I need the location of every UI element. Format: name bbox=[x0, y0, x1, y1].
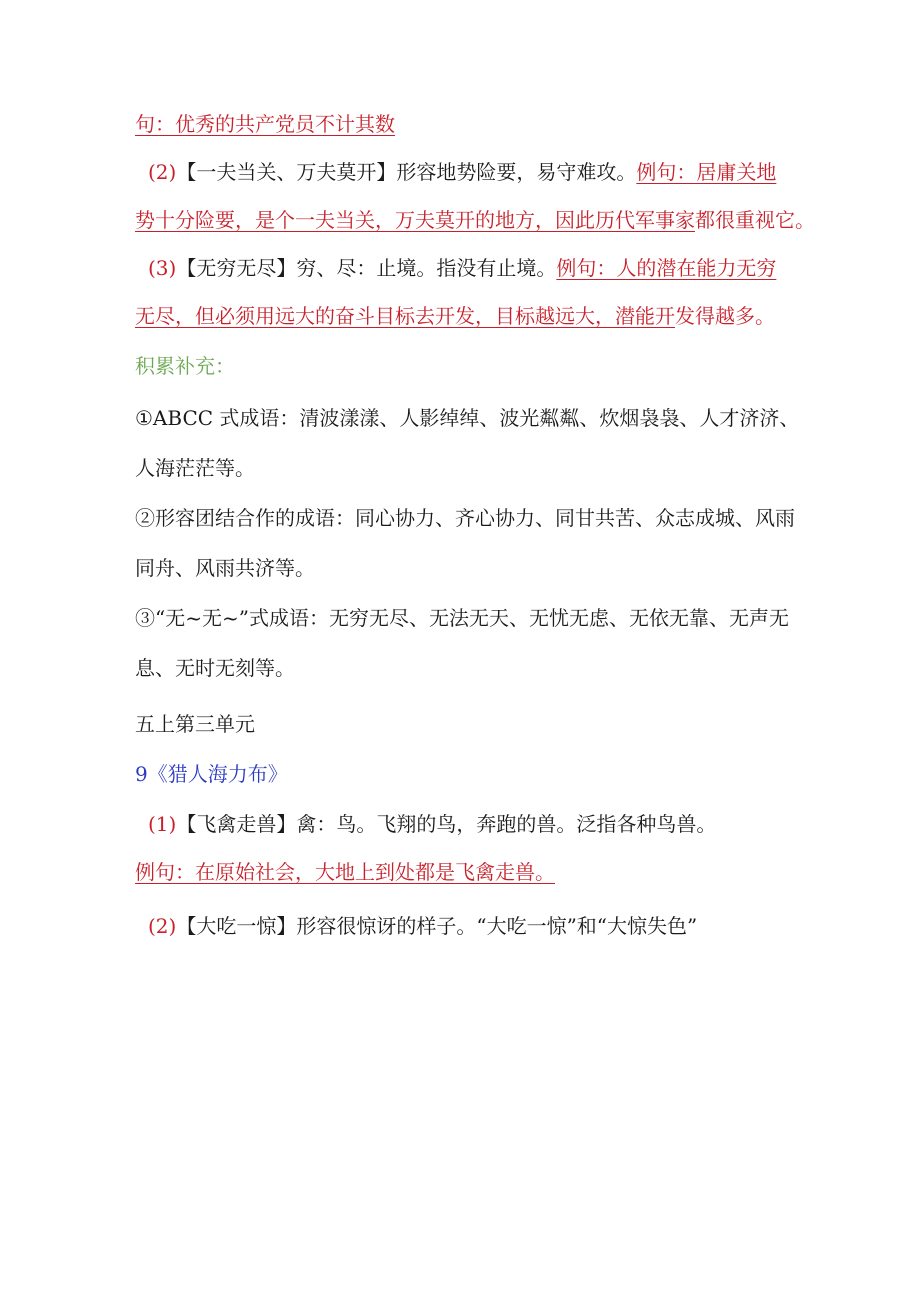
entry-number: (2) bbox=[148, 914, 177, 938]
idiom-definition: 【大吃一惊】形容很惊讶的样子。“大吃一惊”和“大惊失色” bbox=[176, 914, 698, 938]
supplement-item-2-cont: 同舟、风雨共济等。 bbox=[135, 556, 315, 580]
supplement-item-2: ②形容团结合作的成语：同心协力、齐心协力、同甘共苦、众志成城、风雨 bbox=[135, 506, 795, 530]
supplement-item-3-cont: 息、无时无刻等。 bbox=[135, 656, 295, 680]
idiom-entry-3 bbox=[148, 254, 776, 282]
example-sentence-line: 例句：在原始社会，大地上到处都是飞禽走兽。 bbox=[135, 860, 555, 884]
idiom-entry-2b bbox=[148, 912, 697, 940]
section-heading-supplement: 积累补充： bbox=[135, 354, 235, 378]
example-sentence-line bbox=[135, 206, 815, 234]
entry-number: (2) bbox=[148, 160, 177, 184]
supplement-item-1: ①ABCC 式成语：清波漾漾、人影绰绰、波光粼粼、炊烟袅袅、人才济济、 bbox=[135, 406, 800, 430]
idiom-definition: 【飞禽走兽】禽：鸟。飞翔的鸟，奔跑的兽。泛指各种鸟兽。 bbox=[176, 812, 717, 836]
idiom-definition: 【一夫当关、万夫莫开】形容地势险要，易守难攻。 bbox=[176, 160, 637, 184]
unit-heading: 五上第三单元 bbox=[135, 712, 255, 736]
example-text-end: 发得越多。 bbox=[675, 304, 775, 328]
example-label: 例句：居庸关地 bbox=[636, 160, 777, 184]
example-sentence-line: 句：优秀的共产党员不计其数 bbox=[135, 112, 395, 136]
lesson-title: 9《猎人海力布》 bbox=[135, 762, 288, 786]
entry-number: (1) bbox=[148, 812, 177, 836]
example-sentence-line bbox=[135, 302, 775, 330]
supplement-item-3: ③“无~无~”式成语：无穷无尽、无法无天、无忧无虑、无依无靠、无声无 bbox=[135, 606, 789, 630]
supplement-item-1-cont: 人海茫茫等。 bbox=[135, 456, 255, 480]
example-text-end: 都很重视它。 bbox=[695, 208, 815, 232]
example-text: 势十分险要，是个一夫当关，万夫莫开的地方，因此历代军事家 bbox=[135, 208, 695, 232]
idiom-entry-1 bbox=[148, 810, 716, 838]
example-text: 无尽，但必须用远大的奋斗目标去开发，目标越远大，潜能开 bbox=[135, 304, 675, 328]
idiom-entry-2 bbox=[148, 158, 776, 186]
example-label: 例句：人的潜在能力无穷 bbox=[556, 256, 777, 280]
entry-number: (3) bbox=[148, 256, 177, 280]
idiom-definition: 【无穷无尽】穷、尽：止境。指没有止境。 bbox=[176, 256, 557, 280]
